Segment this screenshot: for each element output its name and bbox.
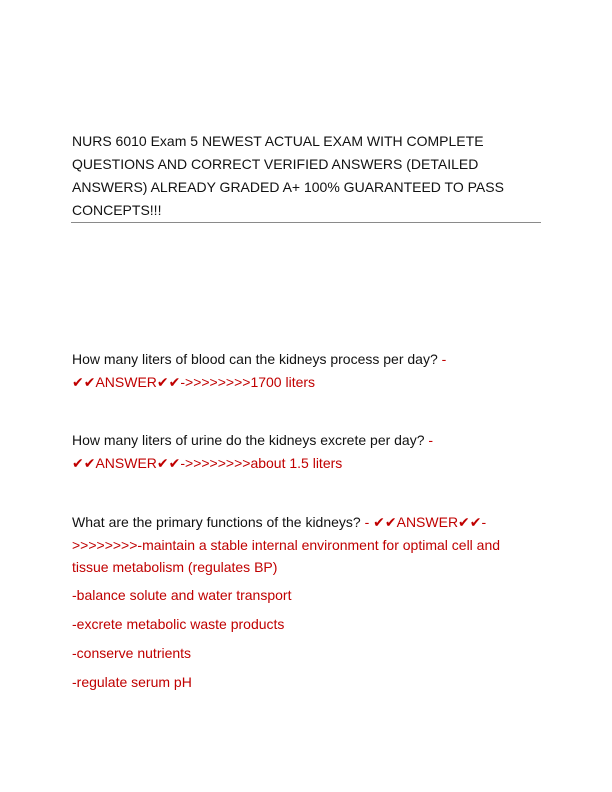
answer-text: - ✔✔ANSWER✔✔->>>>>>>>about 1.5 liters	[72, 432, 434, 471]
question-text: How many liters of urine do the kidneys excrete per day?	[72, 432, 425, 448]
answer-text: - ✔✔ANSWER✔✔->>>>>>>>1700 liters	[72, 351, 447, 390]
function-list-item: -excrete metabolic waste products	[72, 616, 285, 632]
qa-item-3	[72, 511, 540, 579]
qa-item-1	[72, 348, 540, 393]
title-divider	[71, 222, 541, 223]
qa-item-2	[72, 429, 540, 474]
question-text: How many liters of blood can the kidneys process per day?	[72, 351, 438, 367]
document-title: NURS 6010 Exam 5 NEWEST ACTUAL EXAM WITH COMPLETE QUESTIONS AND CORRECT VERIFIED ANSWERS (DETAILED ANSWERS) ALREADY GRADED A+ 100% GUARANTEED TO PASS CONCEPTS!!!	[72, 133, 504, 218]
function-list-item: -regulate serum pH	[72, 674, 192, 690]
function-list-item: -conserve nutrients	[72, 645, 192, 661]
answer-text: - ✔✔ANSWER✔✔->>>>>>>>-maintain a stable internal environment for optimal cell and tissue metabolism (regulates BP)	[72, 514, 501, 575]
function-list-item: -balance solute and water transport	[72, 587, 292, 603]
question-text: What are the primary functions of the kidneys?	[72, 514, 361, 530]
